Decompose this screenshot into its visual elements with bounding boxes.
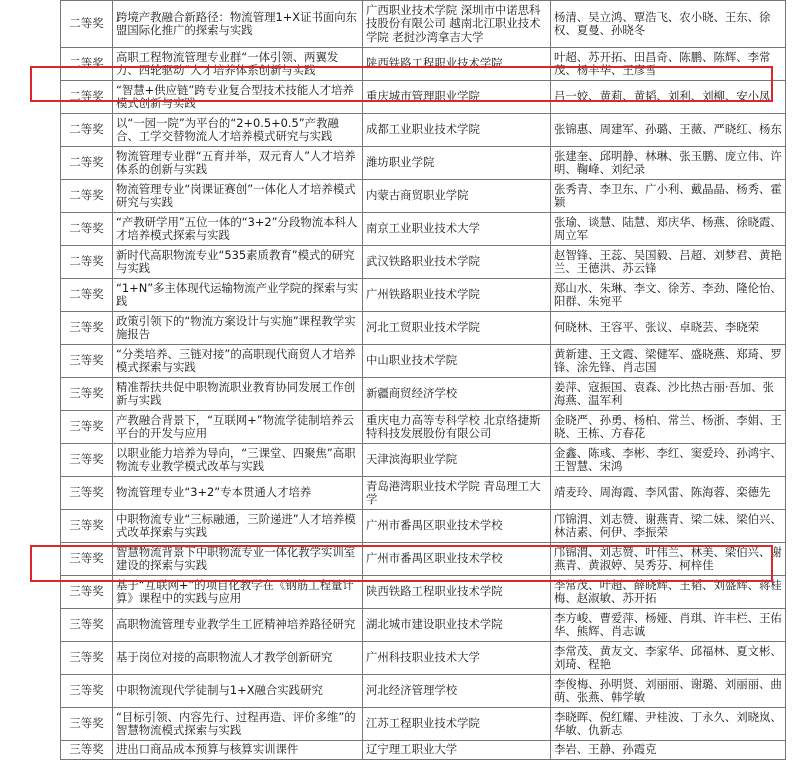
institution-cell: 成都工业职业技术学院 xyxy=(363,114,551,147)
institution-cell: 内蒙古商贸职业学院 xyxy=(363,180,551,213)
table-row xyxy=(61,675,786,708)
table-row xyxy=(61,510,786,543)
institution-cell: 广州铁路职业技术学院 xyxy=(363,279,551,312)
institution-cell: 重庆城市管理职业学院 xyxy=(363,81,551,114)
project-title-cell: 进出口商品成本预算与核算实训课件 xyxy=(113,741,363,760)
award-cell: 三等奖 xyxy=(61,675,113,708)
members-cell: 邝锦渭、刘志赞、谢燕青、梁二妹、梁伯兴、林洁素、何伊、李振荣 xyxy=(551,510,786,543)
project-title-cell: 新时代高职物流专业“535素质教育”模式的研究与实践 xyxy=(113,246,363,279)
award-cell: 三等奖 xyxy=(61,741,113,760)
members-cell: 姜萍、寇振国、袁森、沙比热古丽·吾加、张海燕、温军利 xyxy=(551,378,786,411)
award-cell: 三等奖 xyxy=(61,642,113,675)
members-cell: 张锦惠、周建军、孙璐、王薇、严晓红、杨东 xyxy=(551,114,786,147)
table-row xyxy=(61,246,786,279)
table-row xyxy=(61,48,786,81)
award-cell: 三等奖 xyxy=(61,576,113,609)
table-row xyxy=(61,444,786,477)
table-row xyxy=(61,81,786,114)
institution-cell: 新疆商贸经济学校 xyxy=(363,378,551,411)
project-title-cell: 中职物流专业“三标融通，三阶递进”人才培养模式改革探索与实践 xyxy=(113,510,363,543)
award-cell: 三等奖 xyxy=(61,411,113,444)
table-row xyxy=(61,741,786,760)
institution-cell: 湖北城市建设职业技术学院 xyxy=(363,609,551,642)
project-title-cell: 基于岗位对接的高职物流人才教学创新研究 xyxy=(113,642,363,675)
members-cell: 叶超、苏开拓、田昌奇、陈鹏、陈辉、李常茂、杨丰华、王彦雪 xyxy=(551,48,786,81)
table-row xyxy=(61,609,786,642)
award-list-sheet xyxy=(60,0,785,760)
table-row xyxy=(61,213,786,246)
institution-cell: 河北工贸职业技术学院 xyxy=(363,312,551,345)
table-row xyxy=(61,708,786,741)
members-cell: 邝锦渭、刘志赞、叶伟兰、林美、梁伯兴、谢燕青、黄淑婷、吴秀芬、柯梓佳 xyxy=(551,543,786,576)
members-cell: 郑山水、朱琳、李文、徐芳、李劲、隆伦怡、阳群、朱宛平 xyxy=(551,279,786,312)
members-cell: 李岩、王静、孙霞克 xyxy=(551,741,786,760)
members-cell: 李常茂、黄友文、李家华、邱福林、夏文彬、刘琦、程艳 xyxy=(551,642,786,675)
members-cell: 黄新建、王文霞、梁健军、盛晓燕、郑琦、罗锋、涂先锋、肖志国 xyxy=(551,345,786,378)
members-cell: 赵智锋、王蕊、吴国毅、吕超、刘梦君、黄艳兰、王德洪、苏云锋 xyxy=(551,246,786,279)
project-title-cell: 高职物流管理专业教学生工匠精神培养路径研究 xyxy=(113,609,363,642)
institution-cell: 广西职业技术学院 深圳市中诺思科技股份有限公司 越南北江职业技术学院 老挝沙湾拿吉大学 xyxy=(363,1,551,48)
award-cell: 二等奖 xyxy=(61,1,113,48)
award-cell: 三等奖 xyxy=(61,477,113,510)
award-cell: 三等奖 xyxy=(61,609,113,642)
members-cell: 金晓严、孙勇、杨柏、常兰、杨浙、李娟、王晓、王栋、方春花 xyxy=(551,411,786,444)
table-row xyxy=(61,180,786,213)
members-cell: 杨清、吴立鸿、覃浩飞、农小晓、王东、徐权、夏曼、孙晓冬 xyxy=(551,1,786,48)
project-title-cell: 跨境产教融合新路径：物流管理1+X证书面向东盟国际化推广的探索与实践 xyxy=(113,1,363,48)
members-cell: 李晓晖、倪红耀、尹桂波、丁永久、刘晓岚、华敏、仇新志 xyxy=(551,708,786,741)
project-title-cell: 中职物流现代学徒制与1+X融合实践研究 xyxy=(113,675,363,708)
project-title-cell: 精准帮扶共促中职物流职业教育协同发展工作创新与实践 xyxy=(113,378,363,411)
award-cell: 三等奖 xyxy=(61,543,113,576)
award-cell: 二等奖 xyxy=(61,48,113,81)
members-cell: 李方峻、曹爱萍、杨娅、肖琪、许丰栏、王佑华、熊辉、肖志诚 xyxy=(551,609,786,642)
members-cell: 金鑫、陈彧、李彬、李红、窦爱玲、孙鸿宇、王智慧、宋鸿 xyxy=(551,444,786,477)
project-title-cell: 政策引领下的“物流方案设计与实施”课程教学实施报告 xyxy=(113,312,363,345)
institution-cell: 江苏工程职业技术学院 xyxy=(363,708,551,741)
project-title-cell: “分类培养、三链对接”的高职现代商贸人才培养模式探索与实践 xyxy=(113,345,363,378)
award-cell: 二等奖 xyxy=(61,213,113,246)
project-title-cell: 物流管理专业群“五育并举，双元育人”人才培养体系的创新与实践 xyxy=(113,147,363,180)
institution-cell: 广州科技职业技术大学 xyxy=(363,642,551,675)
table-row xyxy=(61,345,786,378)
award-table xyxy=(60,0,786,760)
table-row xyxy=(61,279,786,312)
award-cell: 二等奖 xyxy=(61,114,113,147)
project-title-cell: “目标引领、内容先行、过程再造、评价多维”的智慧物流模式探索与实践 xyxy=(113,708,363,741)
institution-cell: 青岛港湾职业技术学院 青岛理工大学 xyxy=(363,477,551,510)
table-row xyxy=(61,312,786,345)
members-cell: 靖麦玲、周海霞、李风雷、陈海蓉、栾德先 xyxy=(551,477,786,510)
project-title-cell: “产教研学用”五位一体的“3+2”分段物流本科人才培养模式探索与实践 xyxy=(113,213,363,246)
members-cell: 张建奎、邱明静、林琳、张玉鹏、庞立伟、许明、鞠峰、刘纪录 xyxy=(551,147,786,180)
institution-cell: 广州市番禺区职业技术学校 xyxy=(363,510,551,543)
institution-cell: 潍坊职业学院 xyxy=(363,147,551,180)
award-table-body xyxy=(61,1,786,760)
members-cell: 吕一姣、黄莉、黄韬、刘利、刘柳、安小凤 xyxy=(551,81,786,114)
award-cell: 二等奖 xyxy=(61,246,113,279)
project-title-cell: 产教融合背景下，“互联网+”物流学徒制培养云平台的开发与应用 xyxy=(113,411,363,444)
table-row xyxy=(61,1,786,48)
award-cell: 三等奖 xyxy=(61,708,113,741)
institution-cell: 重庆电力高等专科学校 北京络捷斯特科技发展股份有限公司 xyxy=(363,411,551,444)
institution-cell: 武汉铁路职业技术学院 xyxy=(363,246,551,279)
table-row xyxy=(61,378,786,411)
award-cell: 三等奖 xyxy=(61,345,113,378)
project-title-cell: “智慧+供应链”跨专业复合型技术技能人才培养模式创新与实践 xyxy=(113,81,363,114)
institution-cell: 中山职业技术学院 xyxy=(363,345,551,378)
institution-cell: 南京工业职业技术大学 xyxy=(363,213,551,246)
award-cell: 二等奖 xyxy=(61,180,113,213)
project-title-cell: 智慧物流背景下中职物流专业一体化教学实训室建设的探索与实践 xyxy=(113,543,363,576)
award-cell: 二等奖 xyxy=(61,279,113,312)
project-title-cell: “1+N”多主体现代运输物流产业学院的探索与实践 xyxy=(113,279,363,312)
award-cell: 二等奖 xyxy=(61,81,113,114)
award-cell: 三等奖 xyxy=(61,378,113,411)
award-cell: 三等奖 xyxy=(61,510,113,543)
members-cell: 何晓林、王容平、张议、卓晓芸、李晓荣 xyxy=(551,312,786,345)
award-cell: 二等奖 xyxy=(61,147,113,180)
award-cell: 三等奖 xyxy=(61,444,113,477)
table-row xyxy=(61,543,786,576)
project-title-cell: 高职工程物流管理专业群“一体引领、两翼发力、四轮驱动”人才培养体系创新与实践 xyxy=(113,48,363,81)
members-cell: 李俊梅、孙明贤、刘丽丽、谢璐、刘丽丽、曲萌、张燕、韩学敏 xyxy=(551,675,786,708)
project-title-cell: 基于“互联网+”的项目化教学在《钢筋工程量计算》课程中的实践与应用 xyxy=(113,576,363,609)
table-row xyxy=(61,114,786,147)
institution-cell: 天津滨海职业学院 xyxy=(363,444,551,477)
award-cell: 三等奖 xyxy=(61,312,113,345)
table-row xyxy=(61,576,786,609)
project-title-cell: 以“一园一院”为平台的“2+0.5+0.5”产教融合、工学交替物流人才培养模式研究与实践 xyxy=(113,114,363,147)
members-cell: 张瑜、谈慧、陆慧、郑庆华、杨燕、徐晓霞、周立军 xyxy=(551,213,786,246)
project-title-cell: 物流管理专业“3+2”专本贯通人才培养 xyxy=(113,477,363,510)
project-title-cell: 以职业能力培养为导向，“三课堂、四聚焦”高职物流专业教学模式改革与实践 xyxy=(113,444,363,477)
institution-cell: 广州市番禺区职业技术学校 xyxy=(363,543,551,576)
members-cell: 张秀青、李卫东、广小利、戴晶晶、杨秀、霍颖 xyxy=(551,180,786,213)
institution-cell: 陕西铁路工程职业技术学院 xyxy=(363,576,551,609)
table-row xyxy=(61,642,786,675)
table-row xyxy=(61,477,786,510)
institution-cell: 河北经济管理学校 xyxy=(363,675,551,708)
table-row xyxy=(61,411,786,444)
institution-cell: 陕西铁路工程职业技术学院 xyxy=(363,48,551,81)
table-row xyxy=(61,147,786,180)
members-cell: 李常茂、叶超、薛晓辉、王韬、刘盛辉、蒋桂梅、赵淑敏、苏开拓 xyxy=(551,576,786,609)
institution-cell: 辽宁理工职业大学 xyxy=(363,741,551,760)
project-title-cell: 物流管理专业“岗课证赛创”一体化人才培养模式研究与实践 xyxy=(113,180,363,213)
